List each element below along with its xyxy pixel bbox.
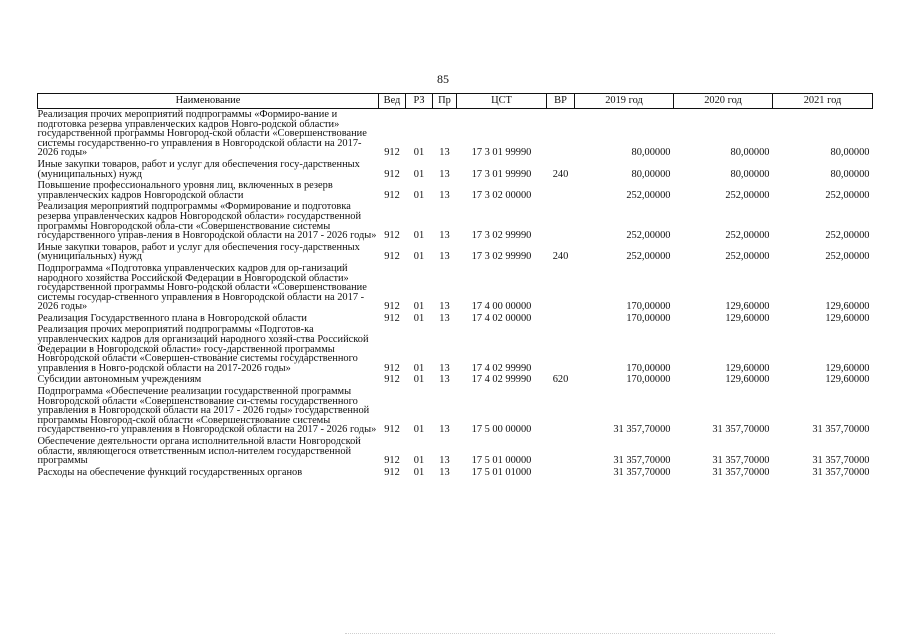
- cell-rz: 01: [413, 374, 425, 386]
- cell-y2020: 31 357,70000: [712, 466, 770, 478]
- cell-y2021: 129,60000: [825, 301, 870, 313]
- budget-table: [37, 93, 873, 478]
- header-cst: ЦСТ: [457, 94, 547, 109]
- cell-ved: 912: [384, 251, 400, 263]
- cell-y2021: 80,00000: [830, 147, 870, 159]
- cell-name: Реализация прочих мероприятий подпрограммы «Подготов-ка управленческих кадров для организаций народного хозяй-ства Российской Федерации в Новгородской области» госу-дарственной программы Новгородской области «Совершен-ствование системы государственного управления в Новго-родской области на 2017-2026 годы»: [37, 324, 369, 374]
- cell-rz: 01: [413, 147, 425, 159]
- cell-y2019: 80,00000: [631, 147, 671, 159]
- cell-cst: 17 4 00 00000: [471, 301, 532, 313]
- cell-y2021: 31 357,70000: [812, 455, 870, 467]
- table-row: [38, 313, 873, 325]
- cell-y2021: 129,60000: [825, 362, 870, 374]
- cell-name: Обеспечение деятельности органа исполнительной власти Новгородской области, являющегося ответственным испол-нителем государственной программы: [37, 436, 361, 467]
- cell-name: Субсидии автономным учреждениям: [37, 374, 202, 386]
- table-row: [38, 180, 873, 201]
- cell-y2020: 129,60000: [725, 374, 770, 386]
- cell-vr: [547, 313, 575, 325]
- cell-ved: 912: [384, 312, 400, 324]
- cell-vr: 240: [552, 168, 569, 180]
- cell-y2020: 252,00000: [725, 189, 770, 201]
- table-row: [38, 324, 873, 374]
- cell-cst: 17 3 01 99990: [471, 147, 532, 159]
- header-name: Наименование: [38, 94, 379, 109]
- cell-cst: 17 4 02 99990: [471, 362, 532, 374]
- table-row: [38, 242, 873, 263]
- cell-pr: 13: [439, 189, 450, 201]
- cell-y2019: 170,00000: [626, 301, 671, 313]
- cell-cst: 17 3 01 99990: [471, 168, 532, 180]
- cell-rz: 01: [413, 251, 425, 263]
- cell-vr: [547, 109, 575, 159]
- cell-pr: 13: [439, 424, 450, 436]
- cell-y2020: 31 357,70000: [712, 455, 770, 467]
- cell-name: Подпрограмма «Обеспечение реализации государственной программы Новгородской области «Совершенствование си-стемы государственного управления в Новгородской области на 2017 - 2026 годы» государственной программы Новгород-ской области «Совершенствование системы государственно-го управления в Новгородской области на 2017 - 2026 годы»: [37, 386, 377, 436]
- table-row: [38, 109, 873, 159]
- cell-name: Реализация мероприятий подпрограммы «Формирование и подготовка резерва управленческих кадров Новгородской области» государственной программы Новгородской обла-сти «Совершенствование системы государственного управ-ления в Новгородской области на 2017 - 2026 годы»: [37, 201, 377, 242]
- cell-rz: 01: [413, 424, 425, 436]
- header-rz: РЗ: [406, 94, 433, 109]
- cell-ved: 912: [384, 147, 400, 159]
- table-row: [38, 436, 873, 467]
- cell-rz: 01: [413, 301, 425, 313]
- cell-vr: [547, 324, 575, 374]
- cell-pr: 13: [439, 466, 450, 478]
- cell-name: Повышение профессионального уровня лиц, включенных в резерв управленческих кадров Новгородской области: [37, 180, 333, 201]
- cell-pr: 13: [439, 230, 450, 242]
- cell-y2020: 31 357,70000: [712, 424, 770, 436]
- cell-ved: 912: [384, 374, 400, 386]
- cell-vr: [547, 386, 575, 436]
- cell-y2020: 252,00000: [725, 251, 770, 263]
- cell-name: Расходы на обеспечение функций государственных органов: [37, 466, 303, 478]
- cell-y2019: 80,00000: [631, 168, 671, 180]
- header-2021: 2021 год: [773, 94, 873, 109]
- header-2019: 2019 год: [575, 94, 674, 109]
- cell-y2019: 31 357,70000: [613, 424, 671, 436]
- cell-name: Реализация Государственного плана в Новгородской области: [37, 312, 307, 324]
- cell-y2019: 170,00000: [626, 362, 671, 374]
- cell-cst: 17 5 01 01000: [471, 466, 532, 478]
- cell-vr: [547, 263, 575, 313]
- cell-y2021: 129,60000: [825, 312, 870, 324]
- cell-y2020: 80,00000: [730, 147, 770, 159]
- header-ved: Вед: [379, 94, 406, 109]
- cell-y2019: 170,00000: [626, 374, 671, 386]
- cell-cst: 17 3 02 99990: [471, 251, 532, 263]
- cell-ved: 912: [384, 466, 400, 478]
- cell-name: Иные закупки товаров, работ и услуг для обеспечения госу-дарственных (муниципальных) нужд: [37, 241, 360, 263]
- header-vr: ВР: [547, 94, 575, 109]
- cell-rz: 01: [413, 168, 425, 180]
- cell-ved: 912: [384, 168, 400, 180]
- table-row: [38, 386, 873, 436]
- cell-ved: 912: [384, 301, 400, 313]
- cell-y2021: 31 357,70000: [812, 466, 870, 478]
- cell-ved: 912: [384, 455, 400, 467]
- cell-vr: 620: [552, 374, 569, 386]
- cell-rz: 01: [413, 455, 425, 467]
- cell-vr: 240: [552, 251, 569, 263]
- cell-pr: 13: [439, 147, 450, 159]
- cell-y2021: 80,00000: [830, 168, 870, 180]
- cell-vr: [547, 436, 575, 467]
- cell-pr: 13: [439, 312, 450, 324]
- cell-y2020: 252,00000: [725, 230, 770, 242]
- cell-y2020: 129,60000: [725, 362, 770, 374]
- cell-cst: 17 3 02 00000: [471, 189, 532, 201]
- cell-y2020: 80,00000: [730, 168, 770, 180]
- cell-cst: 17 5 01 00000: [471, 455, 532, 467]
- cell-pr: 13: [439, 251, 450, 263]
- cell-pr: 13: [439, 455, 450, 467]
- table-row: [38, 263, 873, 313]
- cell-rz: 01: [413, 230, 425, 242]
- cell-y2020: 129,60000: [725, 312, 770, 324]
- cell-cst: 17 5 00 00000: [471, 424, 532, 436]
- cell-y2021: 129,60000: [825, 374, 870, 386]
- cell-rz: 01: [413, 362, 425, 374]
- cell-y2019: 31 357,70000: [613, 466, 671, 478]
- cell-y2021: 31 357,70000: [812, 424, 870, 436]
- cell-y2021: 252,00000: [825, 230, 870, 242]
- cell-y2020: 129,60000: [725, 301, 770, 313]
- cell-vr: [547, 180, 575, 201]
- cell-pr: 13: [439, 168, 450, 180]
- cell-name: Подпрограмма «Подготовка управленческих кадров для ор-ганизаций народного хозяйства Российской Федерации в Новгородской области» государственной программы Новго-родской области «Совершенствование системы государ-ственного управления в Новгородской области на 2017 - 2026 годы»: [37, 262, 367, 313]
- cell-name: Реализация прочих мероприятий подпрограммы «Формиро-вание и подготовка резерва управленческих кадров Новго-родской области» государственной программы Новгород-ской области «Совершенствование системы государственно-го управления в Новгородской области на 2017-2026 годы»: [37, 109, 367, 159]
- cell-ved: 912: [384, 424, 400, 436]
- table-row: [38, 374, 873, 386]
- cell-y2019: 170,00000: [626, 312, 671, 324]
- cell-y2019: 31 357,70000: [613, 455, 671, 467]
- cell-y2019: 252,00000: [626, 251, 671, 263]
- table-header-row: [38, 94, 873, 109]
- cell-vr: [547, 467, 575, 479]
- cell-y2019: 252,00000: [626, 230, 671, 242]
- cell-pr: 13: [439, 374, 450, 386]
- cell-ved: 912: [384, 362, 400, 374]
- header-pr: Пр: [433, 94, 457, 109]
- header-2020: 2020 год: [674, 94, 773, 109]
- cell-y2021: 252,00000: [825, 189, 870, 201]
- cell-rz: 01: [413, 312, 425, 324]
- table-row: [38, 159, 873, 180]
- cell-pr: 13: [439, 301, 450, 313]
- cell-cst: 17 3 02 99990: [471, 230, 532, 242]
- scan-artifact: [345, 633, 775, 637]
- table-row: [38, 467, 873, 479]
- page-number: 85: [437, 72, 449, 86]
- cell-rz: 01: [413, 466, 425, 478]
- cell-rz: 01: [413, 189, 425, 201]
- cell-cst: 17 4 02 99990: [471, 374, 532, 386]
- cell-ved: 912: [384, 230, 400, 242]
- cell-y2021: 252,00000: [825, 251, 870, 263]
- cell-vr: [547, 201, 575, 241]
- cell-y2019: 252,00000: [626, 189, 671, 201]
- cell-name: Иные закупки товаров, работ и услуг для обеспечения госу-дарственных (муниципальных) нужд: [37, 158, 360, 180]
- cell-ved: 912: [384, 189, 400, 201]
- cell-cst: 17 4 02 00000: [471, 312, 532, 324]
- cell-pr: 13: [439, 362, 450, 374]
- table-body: [38, 109, 873, 479]
- table-row: [38, 201, 873, 241]
